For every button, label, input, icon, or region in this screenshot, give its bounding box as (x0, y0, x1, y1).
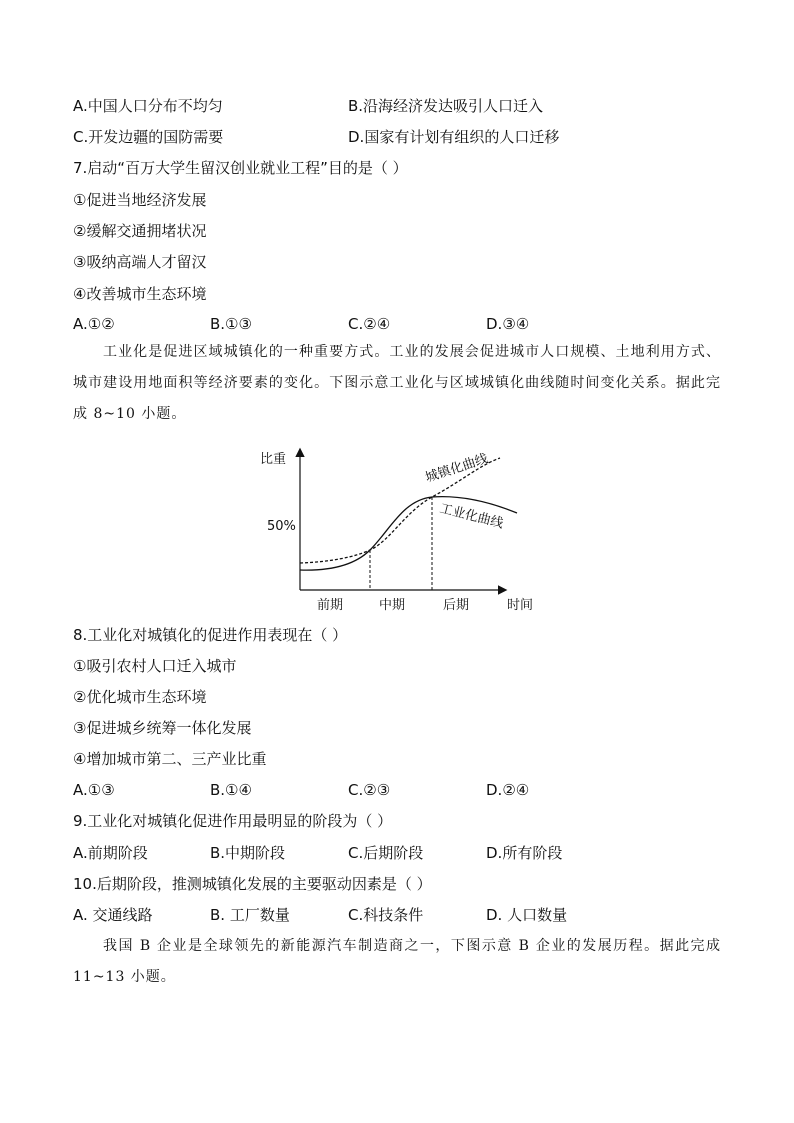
urbanization-curve-label: 城镇化曲线 (423, 451, 491, 486)
y-axis-label: 比重 (260, 452, 287, 467)
q6-option-b: B.沿海经济发达吸引人口迁入 (348, 97, 544, 115)
q8-item-4: ④增加城市第二、三产业比重 (73, 750, 267, 768)
q6-option-d: D.国家有计划有组织的人口迁移 (348, 128, 560, 146)
q7-item-4: ④改善城市生态环境 (73, 285, 207, 303)
industrialization-urbanization-figure (255, 440, 545, 620)
q7-option-a: A.①② (73, 315, 115, 333)
q10-stem: 10.后期阶段，推测城镇化发展的主要驱动因素是（ ） (73, 875, 432, 893)
q10-option-c: C.科技条件 (348, 906, 424, 924)
q6-option-a: A.中国人口分布不均匀 (73, 97, 223, 115)
q10-option-b: B. 工厂数量 (210, 906, 290, 924)
q7-option-c: C.②④ (348, 315, 391, 333)
q7-stem: 7.启动“百万大学生留汉创业就业工程”目的是（ ） (73, 159, 408, 177)
stage-middle: 中期 (379, 598, 406, 613)
q8-item-1: ①吸引农村人口迁入城市 (73, 657, 237, 675)
industrialization-curve (300, 497, 517, 570)
q8-option-c: C.②③ (348, 781, 391, 799)
q7-item-3: ③吸纳高端人才留汉 (73, 253, 207, 271)
q8-item-2: ②优化城市生态环境 (73, 688, 207, 706)
q7-item-1: ①促进当地经济发展 (73, 191, 207, 209)
q10-option-a: A. 交通线路 (73, 906, 153, 924)
q8-option-a: A.①③ (73, 781, 115, 799)
q7-option-b: B.①③ (210, 315, 252, 333)
q9-option-a: A.前期阶段 (73, 844, 148, 862)
q10-option-d: D. 人口数量 (486, 906, 568, 924)
q6-option-c: C.开发边疆的国防需要 (73, 128, 224, 146)
passage-8-10: 工业化是促进区域城镇化的一种重要方式。工业的发展会促进城市人口规模、土地利用方式、城市建设用地面积等经济要素的变化。下图示意工业化与区域城镇化曲线随时间变化关系。据此完成 8~10 小题。 (73, 344, 721, 422)
q8-option-d: D.②④ (486, 781, 530, 799)
stage-late: 后期 (443, 598, 470, 613)
q9-option-d: D.所有阶段 (486, 844, 563, 862)
q7-item-2: ②缓解交通拥堵状况 (73, 222, 207, 240)
q9-option-b: B.中期阶段 (210, 844, 286, 862)
q8-option-b: B.①④ (210, 781, 252, 799)
q8-stem: 8.工业化对城镇化的促进作用表现在（ ） (73, 626, 348, 644)
q8-item-3: ③促进城乡统筹一体化发展 (73, 719, 252, 737)
passage-11-13: 我国 B 企业是全球领先的新能源汽车制造商之一，下图示意 B 企业的发展历程。据此完成 11~13 小题。 (73, 938, 721, 985)
q7-option-d: D.③④ (486, 315, 530, 333)
industrialization-curve-label: 工业化曲线 (438, 501, 505, 532)
y-tick-50: 50% (267, 519, 296, 534)
stage-early: 前期 (317, 598, 344, 613)
q9-stem: 9.工业化对城镇化促进作用最明显的阶段为（ ） (73, 812, 393, 830)
x-axis-label: 时间 (507, 598, 534, 613)
q9-option-c: C.后期阶段 (348, 844, 424, 862)
